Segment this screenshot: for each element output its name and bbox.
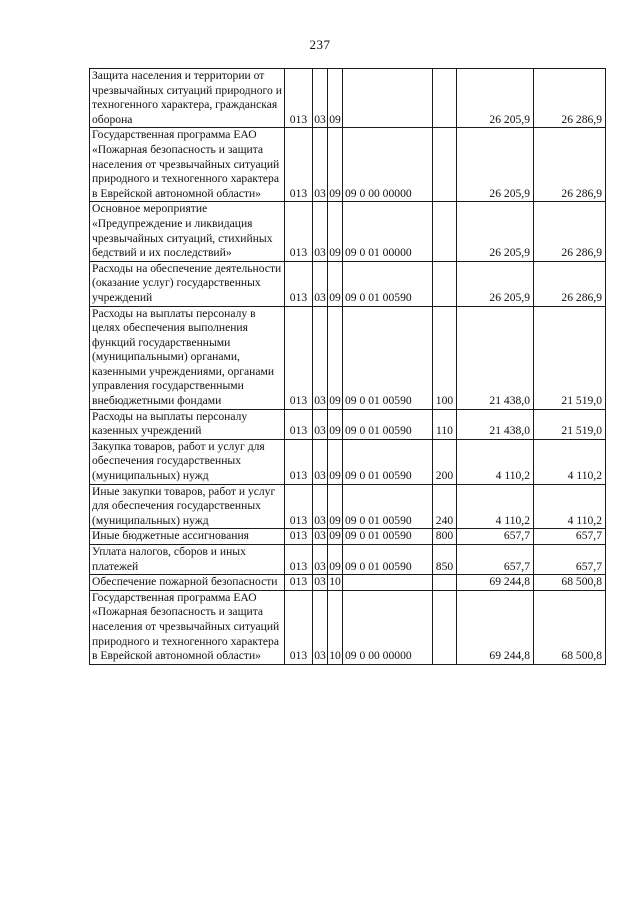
row-name-cell: Иные закупки товаров, работ и услуг для обеспечения государственных (муниципальных) нужд	[90, 484, 285, 529]
row-name-cell: Иные бюджетные ассигнования	[90, 529, 285, 545]
expense-type-cell: 100	[433, 306, 457, 409]
table-row	[90, 529, 606, 545]
expense-type-cell	[433, 261, 457, 306]
amount-year2-cell: 4 110,2	[534, 484, 606, 529]
row-name-cell: Государственная программа ЕАО «Пожарная безопасность и защита населения от чрезвычайных ситуаций природного и техногенного характера в Еврейской автономной области»	[90, 590, 285, 664]
amount-year1-cell: 69 244,8	[457, 590, 534, 664]
subsection-code-cell: 10	[328, 590, 343, 664]
row-name-cell: Основное мероприятие «Предупреждение и ликвидация чрезвычайных ситуаций, стихийных бедствий и их последствий»	[90, 202, 285, 261]
amount-year2-cell: 26 286,9	[534, 128, 606, 202]
table-body	[90, 69, 606, 665]
amount-year1-cell: 657,7	[457, 545, 534, 575]
budget-table	[89, 68, 606, 665]
section-code-cell: 03	[313, 306, 328, 409]
grbs-code-cell: 013	[285, 575, 313, 591]
amount-year1-cell: 26 205,9	[457, 202, 534, 261]
section-code-cell: 03	[313, 529, 328, 545]
table-row	[90, 202, 606, 261]
table-row	[90, 545, 606, 575]
subsection-code-cell: 09	[328, 128, 343, 202]
target-article-cell: 09 0 01 00590	[343, 545, 433, 575]
section-code-cell: 03	[313, 128, 328, 202]
subsection-code-cell: 09	[328, 529, 343, 545]
subsection-code-cell: 09	[328, 484, 343, 529]
grbs-code-cell: 013	[285, 484, 313, 529]
section-code-cell: 03	[313, 590, 328, 664]
table-row	[90, 261, 606, 306]
amount-year1-cell: 26 205,9	[457, 128, 534, 202]
amount-year1-cell: 69 244,8	[457, 575, 534, 591]
grbs-code-cell: 013	[285, 545, 313, 575]
amount-year2-cell: 68 500,8	[534, 575, 606, 591]
subsection-code-cell: 09	[328, 409, 343, 439]
section-code-cell: 03	[313, 484, 328, 529]
expense-type-cell: 200	[433, 439, 457, 484]
grbs-code-cell: 013	[285, 590, 313, 664]
target-article-cell: 09 0 01 00590	[343, 409, 433, 439]
amount-year1-cell: 21 438,0	[457, 306, 534, 409]
table-row	[90, 590, 606, 664]
section-code-cell: 03	[313, 545, 328, 575]
amount-year2-cell: 26 286,9	[534, 69, 606, 128]
grbs-code-cell: 013	[285, 306, 313, 409]
row-name-cell: Уплата налогов, сборов и иных платежей	[90, 545, 285, 575]
expense-type-cell: 850	[433, 545, 457, 575]
grbs-code-cell: 013	[285, 202, 313, 261]
table-row	[90, 575, 606, 591]
subsection-code-cell: 10	[328, 575, 343, 591]
expense-type-cell: 240	[433, 484, 457, 529]
amount-year1-cell: 4 110,2	[457, 439, 534, 484]
amount-year2-cell: 21 519,0	[534, 409, 606, 439]
subsection-code-cell: 09	[328, 439, 343, 484]
subsection-code-cell: 09	[328, 545, 343, 575]
amount-year1-cell: 21 438,0	[457, 409, 534, 439]
section-code-cell: 03	[313, 409, 328, 439]
target-article-cell: 09 0 01 00000	[343, 202, 433, 261]
grbs-code-cell: 013	[285, 529, 313, 545]
table-row	[90, 409, 606, 439]
amount-year2-cell: 26 286,9	[534, 202, 606, 261]
section-code-cell: 03	[313, 439, 328, 484]
target-article-cell: 09 0 01 00590	[343, 439, 433, 484]
subsection-code-cell: 09	[328, 202, 343, 261]
target-article-cell	[343, 575, 433, 591]
target-article-cell: 09 0 01 00590	[343, 261, 433, 306]
table-row	[90, 128, 606, 202]
page-number: 237	[309, 37, 331, 52]
amount-year1-cell: 26 205,9	[457, 261, 534, 306]
subsection-code-cell: 09	[328, 261, 343, 306]
row-name-cell: Расходы на выплаты персоналу в целях обеспечения выполнения функций государственными (муниципальными) органами, казенными учреждениями, органами управления государственными внебюджетными фондами	[90, 306, 285, 409]
section-code-cell: 03	[313, 202, 328, 261]
target-article-cell: 09 0 00 00000	[343, 128, 433, 202]
amount-year2-cell: 21 519,0	[534, 306, 606, 409]
grbs-code-cell: 013	[285, 69, 313, 128]
expense-type-cell	[433, 575, 457, 591]
amount-year1-cell: 4 110,2	[457, 484, 534, 529]
amount-year2-cell: 4 110,2	[534, 439, 606, 484]
target-article-cell: 09 0 01 00590	[343, 484, 433, 529]
expense-type-cell	[433, 590, 457, 664]
expense-type-cell: 800	[433, 529, 457, 545]
target-article-cell: 09 0 00 00000	[343, 590, 433, 664]
grbs-code-cell: 013	[285, 128, 313, 202]
table-row	[90, 306, 606, 409]
row-name-cell: Государственная программа ЕАО «Пожарная безопасность и защита населения от чрезвычайных ситуаций природного и техногенного характера в Еврейской автономной области»	[90, 128, 285, 202]
section-code-cell: 03	[313, 69, 328, 128]
table-row	[90, 484, 606, 529]
target-article-cell	[343, 69, 433, 128]
amount-year2-cell: 68 500,8	[534, 590, 606, 664]
row-name-cell: Закупка товаров, работ и услуг для обеспечения государственных (муниципальных) нужд	[90, 439, 285, 484]
subsection-code-cell: 09	[328, 306, 343, 409]
table-row	[90, 69, 606, 128]
row-name-cell: Обеспечение пожарной безопасности	[90, 575, 285, 591]
expense-type-cell	[433, 202, 457, 261]
amount-year1-cell: 657,7	[457, 529, 534, 545]
amount-year2-cell: 657,7	[534, 545, 606, 575]
expense-type-cell	[433, 69, 457, 128]
expense-type-cell: 110	[433, 409, 457, 439]
grbs-code-cell: 013	[285, 261, 313, 306]
grbs-code-cell: 013	[285, 439, 313, 484]
grbs-code-cell: 013	[285, 409, 313, 439]
section-code-cell: 03	[313, 261, 328, 306]
target-article-cell: 09 0 01 00590	[343, 306, 433, 409]
expense-type-cell	[433, 128, 457, 202]
amount-year1-cell: 26 205,9	[457, 69, 534, 128]
row-name-cell: Расходы на выплаты персоналу казенных учреждений	[90, 409, 285, 439]
amount-year2-cell: 657,7	[534, 529, 606, 545]
row-name-cell: Защита населения и территории от чрезвычайных ситуаций природного и техногенного характера, гражданская оборона	[90, 69, 285, 128]
amount-year2-cell: 26 286,9	[534, 261, 606, 306]
row-name-cell: Расходы на обеспечение деятельности (оказание услуг) государственных учреждений	[90, 261, 285, 306]
table-row	[90, 439, 606, 484]
section-code-cell: 03	[313, 575, 328, 591]
target-article-cell: 09 0 01 00590	[343, 529, 433, 545]
subsection-code-cell: 09	[328, 69, 343, 128]
